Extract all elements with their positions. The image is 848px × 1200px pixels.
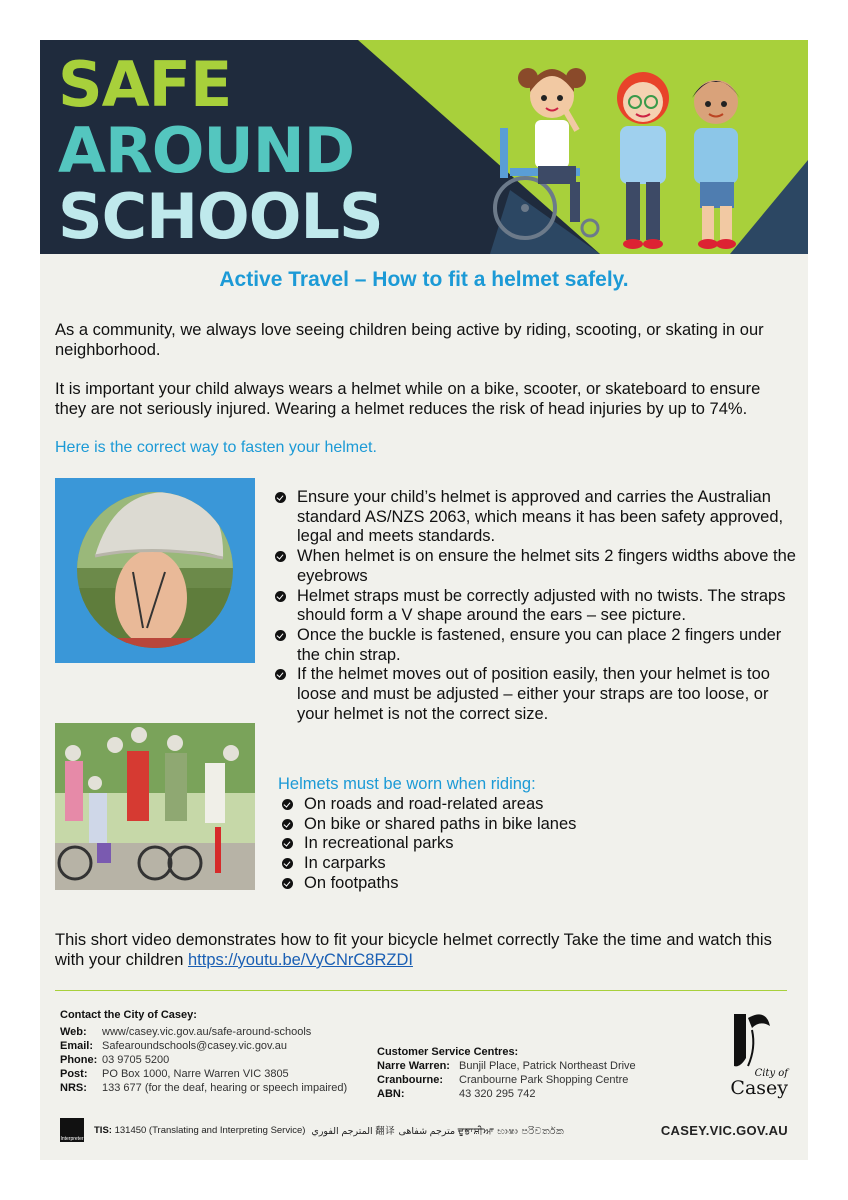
intro-paragraph-community: As a community, we always love seeing children being active by riding, scooting, or skating in our neighborhood. — [55, 321, 764, 359]
header-banner — [40, 40, 808, 254]
contact-block — [60, 1008, 347, 1095]
list-item: On footpaths — [278, 874, 778, 894]
check-circle-icon — [282, 858, 293, 869]
contact-heading: Contact the City of Casey: — [60, 1009, 197, 1021]
flyer-page — [40, 40, 808, 1160]
list-item: In recreational parks — [278, 834, 778, 854]
helmet-fit-steps — [271, 488, 801, 724]
list-item: In carparks — [278, 854, 778, 874]
intro-paragraph-helmet: It is important your child always wears a helmet while on a bike, scooter, or skateboard to ensure they are not seriously injured. Wearing a helmet reduces the risk of head injuries by up to 74%. — [55, 380, 761, 418]
list-item: Ensure your child’s helmet is approved and carries the Australian standard AS/NZS 2063, which means it has been safety approved, legal and meets standards. — [271, 488, 801, 547]
contact-row-nrs: NRS: 133 677 (for the deaf, hearing or speech impaired) — [60, 1082, 348, 1094]
contact-row-post: Post: PO Box 1000, Narre Warren VIC 3805 — [60, 1068, 289, 1080]
banner-title-safe: SAFE — [58, 48, 232, 121]
contact-row-phone: Phone: 03 9705 5200 — [60, 1054, 170, 1066]
fasten-subheading: Here is the correct way to fasten your helmet. — [55, 439, 377, 456]
video-link[interactable]: https://youtu.be/VyCNrC8RZDI — [187, 951, 413, 969]
dark-haired-kid-figure — [692, 80, 740, 249]
riding-heading: Helmets must be worn when riding: — [278, 775, 536, 793]
video-text: This short video demonstrates how to fit your bicycle helmet correctly Take the time and watch this with your children — [55, 931, 772, 969]
cartoon-children-illustration — [480, 58, 800, 254]
banner-title-schools: SCHOOLS — [58, 180, 383, 253]
banner-title-around: AROUND — [58, 114, 355, 187]
check-circle-icon — [275, 591, 286, 602]
check-circle-icon — [275, 669, 286, 680]
tis-text: TIS: 131450 (Translating and Interpreting Service) — [94, 1124, 306, 1136]
list-item: On roads and road-related areas — [278, 795, 778, 815]
check-circle-icon — [282, 799, 293, 810]
centre-row-abn: ABN: 43 320 295 742 — [377, 1088, 536, 1100]
interpreter-icon: Interpreter — [60, 1118, 84, 1142]
check-circle-icon — [275, 492, 286, 503]
check-circle-icon — [282, 878, 293, 889]
red-haired-kid-figure — [617, 72, 669, 249]
riding-locations-list — [278, 795, 778, 894]
page-title: Active Travel – How to fit a helmet safely. — [219, 268, 629, 291]
children-with-bikes-photo — [55, 723, 255, 890]
list-item: If the helmet moves out of position easily, then your helmet is too loose and must be adjusted – either your straps are too loose, or your helmet is not the correct size. — [271, 665, 801, 724]
list-item: When helmet is on ensure the helmet sits 2 fingers widths above the eyebrows — [271, 547, 801, 586]
list-item: Helmet straps must be correctly adjusted with no twists. The straps should form a V shape around the ears – see picture. — [271, 587, 801, 626]
check-circle-icon — [275, 551, 286, 562]
service-centres-block — [377, 1045, 636, 1101]
centre-row-narre-warren: Narre Warren: Bunjil Place, Patrick Northeast Drive — [377, 1060, 636, 1072]
centre-row-cranbourne: Cranbourne: Cranbourne Park Shopping Centre — [377, 1074, 629, 1086]
list-item: On bike or shared paths in bike lanes — [278, 815, 778, 835]
check-circle-icon — [282, 838, 293, 849]
list-item: Once the buckle is fastened, ensure you can place 2 fingers under the chin strap. — [271, 626, 801, 665]
contact-row-web: Web: www/casey.vic.gov.au/safe-around-schools — [60, 1026, 312, 1038]
video-paragraph — [55, 930, 795, 970]
tis-languages: المترجم الفوري 翻译 مترجم شفاهی ਦੁਭਾਸ਼ੀਆ භාෂා පරිවර්තක — [311, 1126, 565, 1137]
centres-heading: Customer Service Centres: — [377, 1046, 519, 1058]
child-helmet-photo — [55, 478, 255, 663]
check-circle-icon — [282, 819, 293, 830]
footer-divider — [55, 990, 787, 991]
contact-row-email: Email: Safearoundschools@casey.vic.gov.au — [60, 1040, 288, 1052]
city-of-casey-logo-text: City of Casey — [730, 1068, 788, 1099]
website-address[interactable]: CASEY.VIC.GOV.AU — [660, 1123, 788, 1138]
wheelchair-kid-figure — [495, 68, 598, 238]
check-circle-icon — [275, 630, 286, 641]
